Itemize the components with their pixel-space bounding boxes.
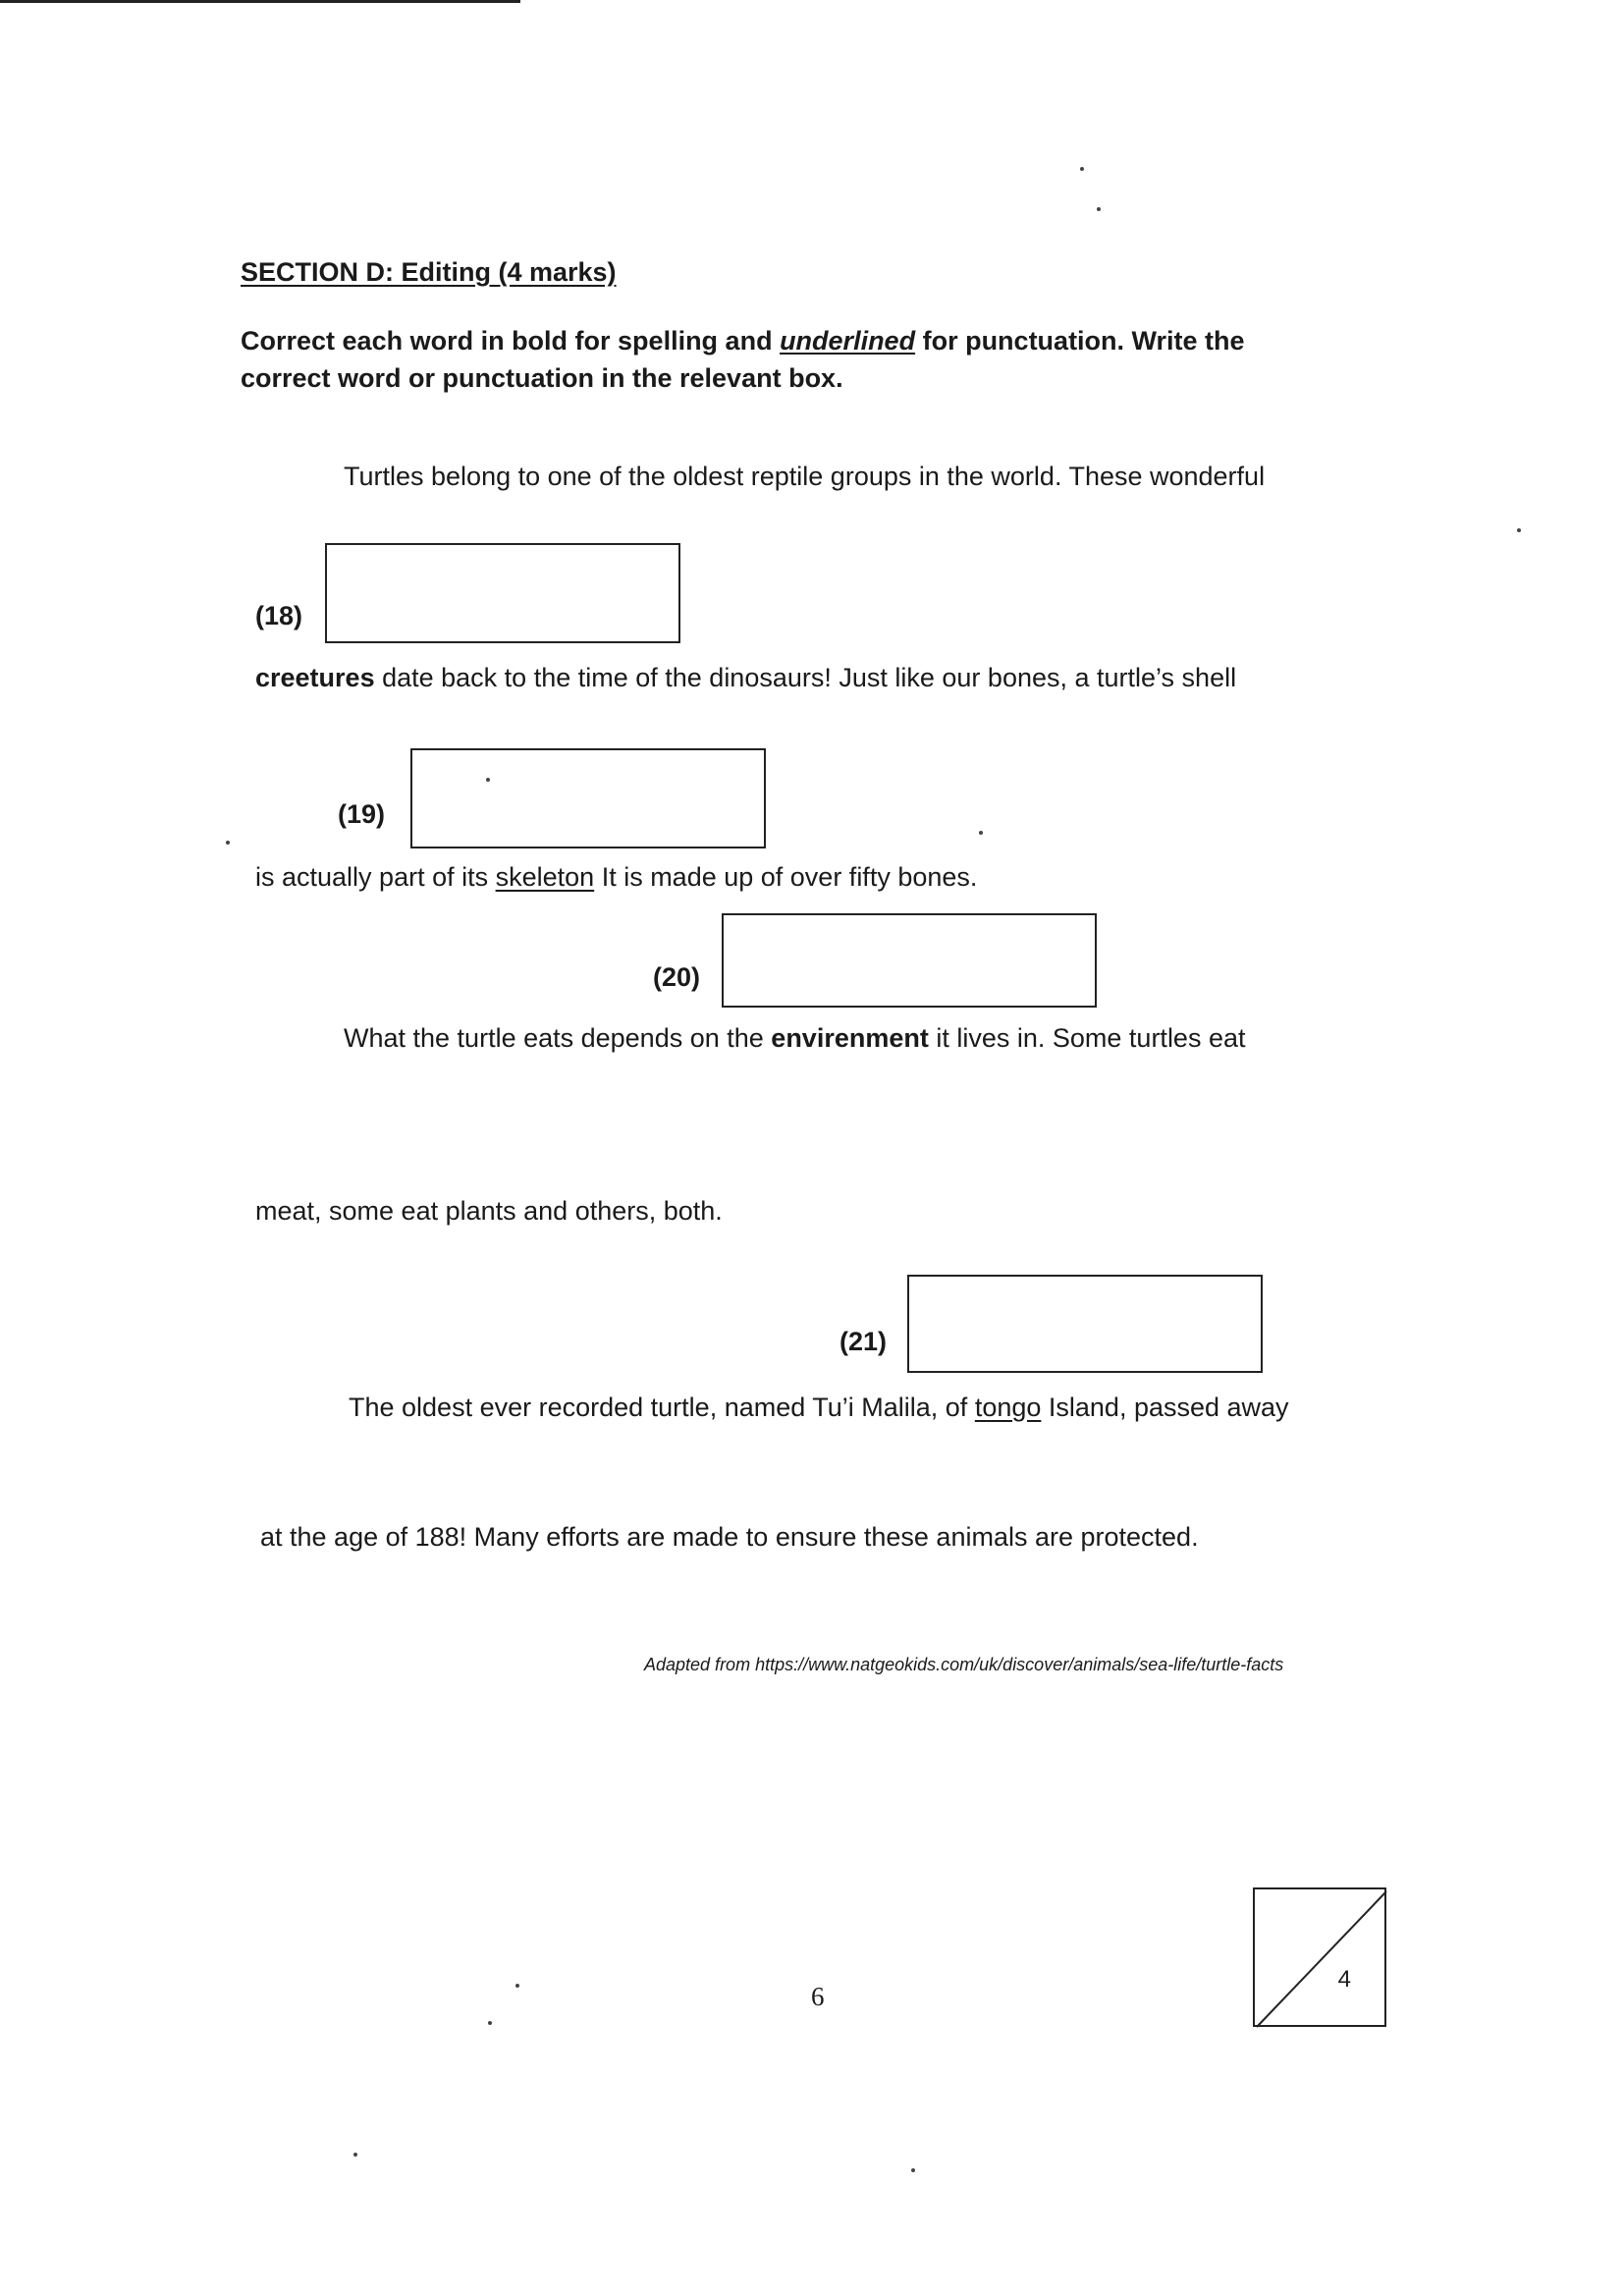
passage-line-2: creetures date back to the time of the dinosaurs! Just like our bones, a turtle’s shell (255, 663, 1237, 692)
marks-diagonal (1255, 1889, 1388, 2029)
scan-speck (1097, 207, 1101, 211)
question-21-label: (21) (839, 1327, 888, 1356)
scan-speck (911, 2168, 915, 2172)
scan-speck (515, 1984, 519, 1988)
scan-speck (486, 778, 490, 782)
passage-line-3: is actually part of its skeleton It is made up of over fifty bones. (255, 862, 978, 892)
scan-speck (353, 2153, 357, 2157)
question-20-label: (20) (653, 962, 701, 992)
answer-box-19[interactable] (410, 748, 766, 848)
question-18-label: (18) (255, 601, 303, 630)
marks-total: 4 (1337, 1966, 1351, 1993)
answer-box-21[interactable] (907, 1275, 1263, 1373)
passage-line-7: at the age of 188! Many efforts are made to ensure these animals are protected. (260, 1522, 1199, 1552)
passage-line-5: meat, some eat plants and others, both. (255, 1196, 723, 1226)
top-edge-line (0, 0, 520, 3)
section-heading: SECTION D: Editing (4 marks) (241, 257, 617, 287)
passage-line-1: Turtles belong to one of the oldest reptile groups in the world. These wonderful (344, 462, 1266, 491)
scan-speck (979, 831, 983, 835)
source-citation: Adapted from https://www.natgeokids.com/uk/discover/animals/sea-life/turtle-facts (644, 1655, 1284, 1674)
scan-speck (1080, 167, 1084, 171)
error-word-tongo: tongo (974, 1393, 1042, 1422)
answer-box-18[interactable] (325, 543, 680, 643)
scan-speck (488, 2021, 492, 2025)
passage-line-6: The oldest ever recorded turtle, named Tu’i Malila, of tongo Island, passed away (349, 1393, 1289, 1422)
question-19-label: (19) (338, 799, 386, 829)
answer-box-20[interactable] (722, 913, 1097, 1008)
scan-speck (1517, 528, 1521, 532)
error-word-envirenment: envirenment (771, 1023, 929, 1053)
scan-speck (226, 841, 230, 845)
instruction-underlined-word: underlined (780, 326, 916, 355)
page-number: 6 (811, 1982, 825, 2011)
error-word-skeleton: skeleton (495, 862, 595, 892)
marks-box (1253, 1887, 1386, 2027)
instructions: Correct each word in bold for spelling and underlined for punctuation. Write the correct word or punctuation in the relevant box. (241, 326, 1245, 393)
passage-line-4: What the turtle eats depends on the envirenment it lives in. Some turtles eat (344, 1023, 1246, 1053)
error-word-creetures: creetures (255, 663, 375, 692)
